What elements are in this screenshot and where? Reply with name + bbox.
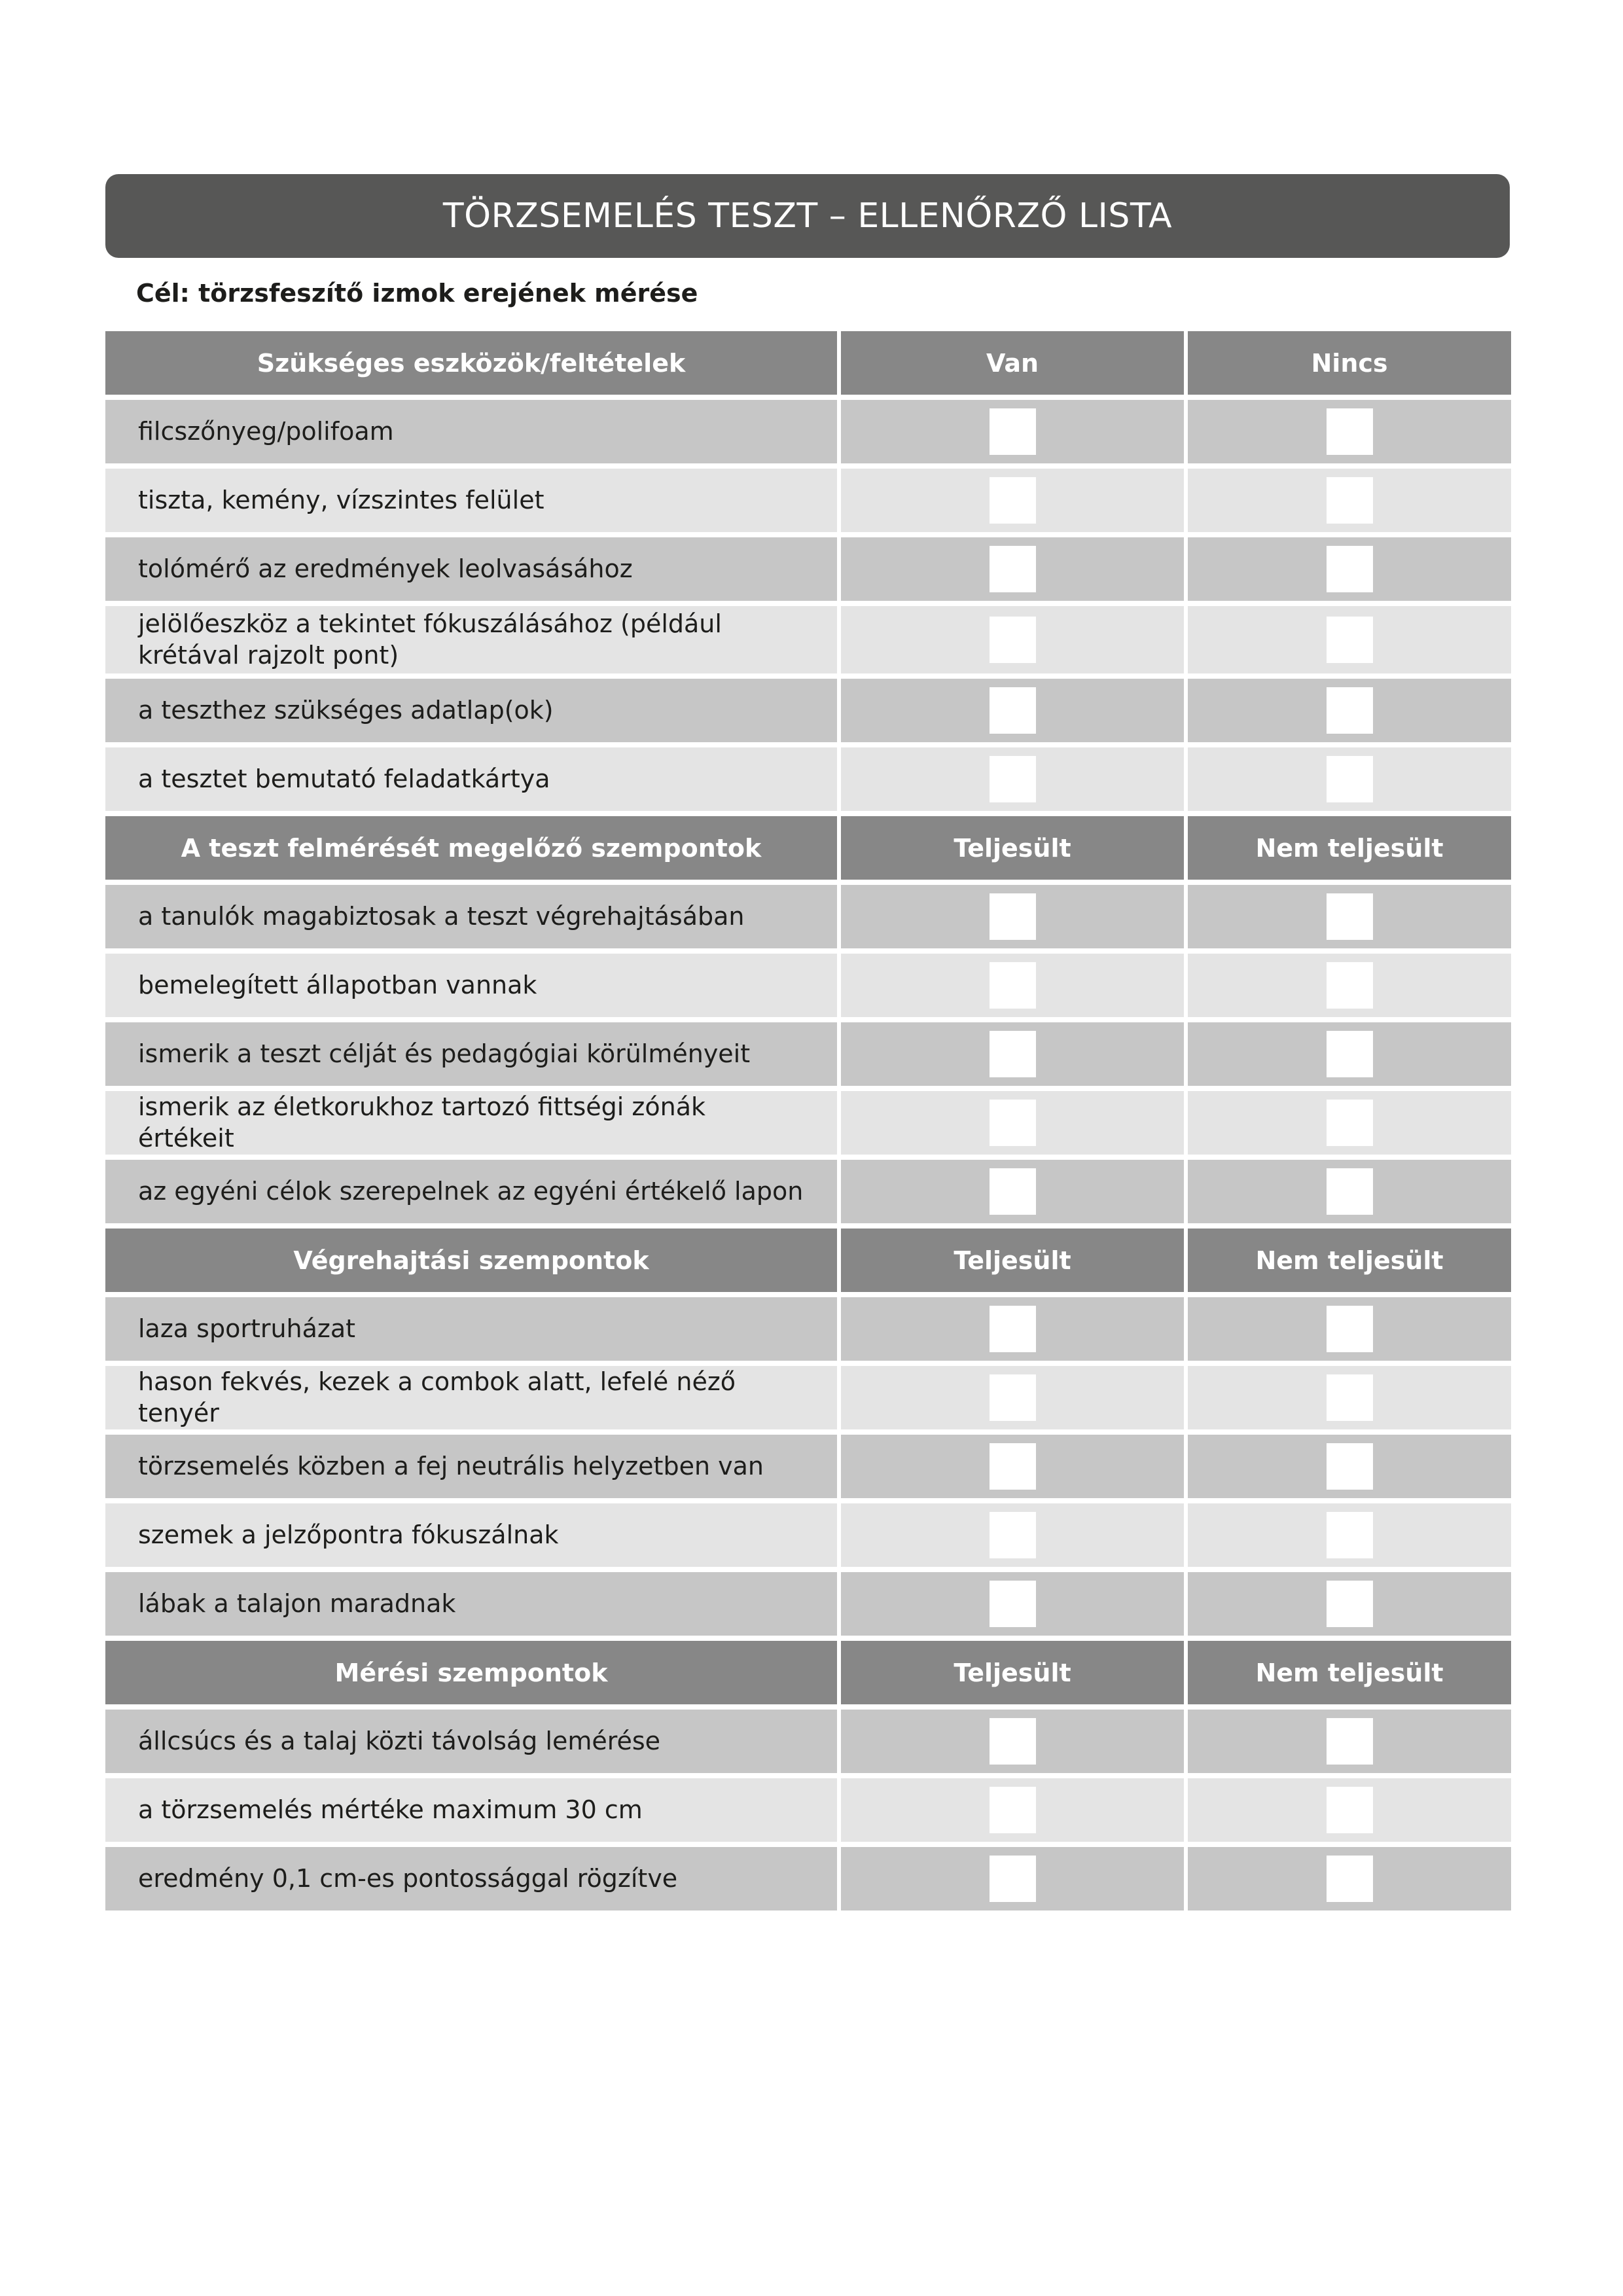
page-title: TÖRZSEMELÉS TESZT – ELLENŐRZŐ LISTA <box>105 174 1510 258</box>
yes-cell <box>841 1847 1184 1910</box>
no-cell <box>1188 1366 1511 1429</box>
no-cell <box>1188 400 1511 463</box>
no-cell <box>1188 1297 1511 1361</box>
no-cell <box>1188 1503 1511 1567</box>
no-cell <box>1188 954 1511 1017</box>
section-header: A teszt felmérését megelőző szempontok <box>105 816 837 880</box>
column-header-no: Nem teljesült <box>1188 816 1511 880</box>
checklist-item-label: jelölőeszköz a tekintet fókuszálásához (például krétával rajzolt pont) <box>105 606 837 673</box>
no-cell <box>1188 1778 1511 1842</box>
checklist-item-label: a tesztet bemutató feladatkártya <box>105 747 837 811</box>
checkbox-no[interactable] <box>1327 1443 1373 1490</box>
column-header-no: Nem teljesült <box>1188 1229 1511 1292</box>
checklist-item-label: a törzsemelés mértéke maximum 30 cm <box>105 1778 837 1842</box>
goal-text: Cél: törzsfeszítő izmok erejének mérése <box>136 279 698 308</box>
checklist-item-label: bemelegített állapotban vannak <box>105 954 837 1017</box>
column-header-yes: Van <box>841 331 1184 395</box>
checkbox-no[interactable] <box>1327 1581 1373 1627</box>
column-header-no: Nem teljesült <box>1188 1641 1511 1704</box>
checkbox-no[interactable] <box>1327 1787 1373 1833</box>
no-cell <box>1188 1847 1511 1910</box>
yes-cell <box>841 1435 1184 1498</box>
no-cell <box>1188 1572 1511 1636</box>
checkbox-yes[interactable] <box>990 756 1036 802</box>
checkbox-no[interactable] <box>1327 1100 1373 1146</box>
checklist-item-label: laza sportruházat <box>105 1297 837 1361</box>
yes-cell <box>841 679 1184 742</box>
checkbox-no[interactable] <box>1327 1718 1373 1765</box>
yes-cell <box>841 1572 1184 1636</box>
yes-cell <box>841 537 1184 601</box>
yes-cell <box>841 1503 1184 1567</box>
yes-cell <box>841 400 1184 463</box>
no-cell <box>1188 747 1511 811</box>
checklist-item-label: filcszőnyeg/polifoam <box>105 400 837 463</box>
no-cell <box>1188 537 1511 601</box>
yes-cell <box>841 1710 1184 1773</box>
no-cell <box>1188 885 1511 948</box>
checkbox-yes[interactable] <box>990 1787 1036 1833</box>
checklist-item-label: ismerik a teszt célját és pedagógiai körülményeit <box>105 1022 837 1086</box>
yes-cell <box>841 1297 1184 1361</box>
checkbox-yes[interactable] <box>990 687 1036 734</box>
checkbox-no[interactable] <box>1327 1306 1373 1352</box>
checkbox-no[interactable] <box>1327 1856 1373 1902</box>
checkbox-no[interactable] <box>1327 756 1373 802</box>
no-cell <box>1188 1710 1511 1773</box>
section-header: Végrehajtási szempontok <box>105 1229 837 1292</box>
checklist-item-label: tiszta, kemény, vízszintes felület <box>105 469 837 532</box>
no-cell <box>1188 1435 1511 1498</box>
section-header: Mérési szempontok <box>105 1641 837 1704</box>
column-header-yes: Teljesült <box>841 816 1184 880</box>
checkbox-yes[interactable] <box>990 1100 1036 1146</box>
checklist-item-label: hason fekvés, kezek a combok alatt, lefelé néző tenyér <box>105 1366 837 1429</box>
checkbox-no[interactable] <box>1327 1168 1373 1215</box>
yes-cell <box>841 954 1184 1017</box>
yes-cell <box>841 885 1184 948</box>
checkbox-yes[interactable] <box>990 1718 1036 1765</box>
yes-cell <box>841 747 1184 811</box>
checkbox-no[interactable] <box>1327 1374 1373 1421</box>
checkbox-yes[interactable] <box>990 1031 1036 1077</box>
yes-cell <box>841 469 1184 532</box>
section-header: Szükséges eszközök/feltételek <box>105 331 837 395</box>
checkbox-no[interactable] <box>1327 477 1373 524</box>
checkbox-yes[interactable] <box>990 1856 1036 1902</box>
checkbox-yes[interactable] <box>990 1306 1036 1352</box>
checkbox-no[interactable] <box>1327 617 1373 663</box>
yes-cell <box>841 1091 1184 1155</box>
checkbox-yes[interactable] <box>990 893 1036 940</box>
checkbox-yes[interactable] <box>990 1581 1036 1627</box>
checklist-item-label: a tanulók magabiztosak a teszt végrehajtásában <box>105 885 837 948</box>
yes-cell <box>841 1160 1184 1223</box>
no-cell <box>1188 1091 1511 1155</box>
checklist-item-label: ismerik az életkorukhoz tartozó fittségi zónák értékeit <box>105 1091 837 1155</box>
checkbox-yes[interactable] <box>990 546 1036 592</box>
checkbox-yes[interactable] <box>990 1512 1036 1558</box>
checklist-item-label: a teszthez szükséges adatlap(ok) <box>105 679 837 742</box>
checkbox-no[interactable] <box>1327 408 1373 455</box>
yes-cell <box>841 1366 1184 1429</box>
checkbox-yes[interactable] <box>990 477 1036 524</box>
checkbox-yes[interactable] <box>990 617 1036 663</box>
yes-cell <box>841 1778 1184 1842</box>
no-cell <box>1188 469 1511 532</box>
checkbox-no[interactable] <box>1327 1031 1373 1077</box>
checkbox-yes[interactable] <box>990 408 1036 455</box>
checklist-item-label: törzsemelés közben a fej neutrális helyzetben van <box>105 1435 837 1498</box>
no-cell <box>1188 1022 1511 1086</box>
checklist-table <box>105 331 1511 1910</box>
no-cell <box>1188 679 1511 742</box>
no-cell <box>1188 1160 1511 1223</box>
checkbox-no[interactable] <box>1327 962 1373 1009</box>
checkbox-yes[interactable] <box>990 1443 1036 1490</box>
checkbox-yes[interactable] <box>990 962 1036 1009</box>
checkbox-no[interactable] <box>1327 546 1373 592</box>
yes-cell <box>841 1022 1184 1086</box>
checkbox-no[interactable] <box>1327 893 1373 940</box>
checklist-item-label: szemek a jelzőpontra fókuszálnak <box>105 1503 837 1567</box>
checkbox-yes[interactable] <box>990 1374 1036 1421</box>
no-cell <box>1188 606 1511 673</box>
checklist-item-label: tolómérő az eredmények leolvasásához <box>105 537 837 601</box>
checkbox-no[interactable] <box>1327 687 1373 734</box>
checklist-item-label: állcsúcs és a talaj közti távolság lemérése <box>105 1710 837 1773</box>
column-header-no: Nincs <box>1188 331 1511 395</box>
yes-cell <box>841 606 1184 673</box>
checklist-item-label: az egyéni célok szerepelnek az egyéni értékelő lapon <box>105 1160 837 1223</box>
checkbox-no[interactable] <box>1327 1512 1373 1558</box>
column-header-yes: Teljesült <box>841 1229 1184 1292</box>
checklist-item-label: lábak a talajon maradnak <box>105 1572 837 1636</box>
column-header-yes: Teljesült <box>841 1641 1184 1704</box>
checklist-item-label: eredmény 0,1 cm-es pontossággal rögzítve <box>105 1847 837 1910</box>
checkbox-yes[interactable] <box>990 1168 1036 1215</box>
